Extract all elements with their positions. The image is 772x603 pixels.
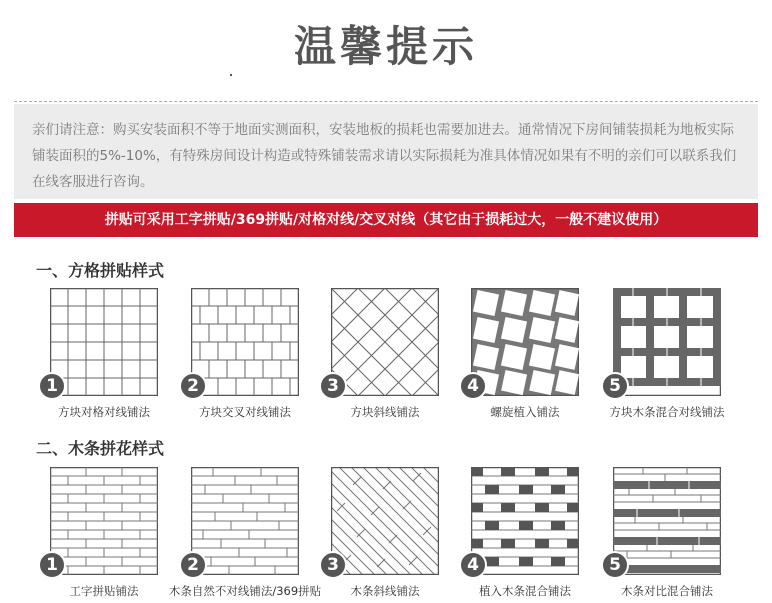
- pattern-caption: 方块木条混合对线铺法: [609, 405, 725, 419]
- item-number-badge: 5: [601, 372, 629, 400]
- notice-box: 亲们请注意：购买安装面积不等于地面实测面积，安装地板的损耗也需要加进去。通常情况下房间铺装损耗为地板实际铺装面积的5%-10%，有特殊房间设计构造或特殊铺装需求请以实际损耗为准具体情况如果有不明的亲们可以联系我们在线客服进行咨询。: [14, 104, 758, 199]
- pattern-caption: 植入木条混合铺法: [479, 584, 571, 598]
- pattern-card: [168, 467, 322, 598]
- item-number-badge: 1: [38, 551, 66, 579]
- pattern-caption: 方块斜线铺法: [350, 405, 420, 419]
- item-number-badge: 4: [459, 372, 487, 400]
- item-number-badge: 5: [601, 551, 629, 579]
- diagonal-strip-pattern-icon: [331, 467, 439, 575]
- pattern-caption: 木条自然不对线铺法/369拼贴: [168, 584, 322, 598]
- pattern-caption: 工字拼贴铺法: [69, 584, 139, 598]
- pattern-card: [187, 288, 299, 419]
- item-number-badge: 2: [179, 551, 207, 579]
- diagonal-square-pattern-icon: [331, 288, 439, 396]
- pattern-caption: 螺旋植入铺法: [490, 405, 560, 419]
- item-number-badge: 3: [319, 372, 347, 400]
- pattern-card: [46, 288, 158, 419]
- pattern-card: [46, 467, 158, 598]
- item-number-badge: 3: [319, 551, 347, 579]
- recommendation-banner: 拼贴可采用工字拼贴/369拼贴/对格对线/交叉对线（其它由于损耗过大，一般不建议使用）: [14, 203, 758, 237]
- pattern-card: [327, 467, 439, 598]
- title-dot: [230, 74, 232, 76]
- pattern-card: [609, 467, 721, 598]
- random-strip-pattern-icon: [191, 467, 299, 575]
- pattern-caption: 木条对比混合铺法: [621, 584, 713, 598]
- running-bond-pattern-icon: [50, 467, 158, 575]
- pattern-caption: 木条斜线铺法: [350, 584, 420, 598]
- item-number-badge: 2: [179, 372, 207, 400]
- page-title: 温馨提示: [293, 22, 478, 71]
- section-heading-strip: 二、木条拼花样式: [36, 439, 165, 458]
- item-number-badge: 4: [459, 551, 487, 579]
- pattern-card: [609, 288, 725, 419]
- contrast-strip-mixed-pattern-icon: [613, 467, 721, 575]
- pattern-caption: 方块对格对线铺法: [58, 405, 150, 419]
- pattern-card: [467, 467, 579, 598]
- pattern-caption: 方块交叉对线铺法: [199, 405, 291, 419]
- square-grid-pattern-icon: [50, 288, 158, 396]
- item-number-badge: 1: [38, 372, 66, 400]
- dashed-divider: [14, 101, 758, 102]
- spiral-inset-pattern-icon: [471, 288, 579, 396]
- pattern-card: [467, 288, 579, 419]
- inset-strip-mixed-pattern-icon: [471, 467, 579, 575]
- pattern-card: [327, 288, 439, 419]
- square-strip-mixed-pattern-icon: [613, 288, 721, 396]
- offset-square-pattern-icon: [191, 288, 299, 396]
- section-heading-square: 一、方格拼贴样式: [36, 261, 165, 280]
